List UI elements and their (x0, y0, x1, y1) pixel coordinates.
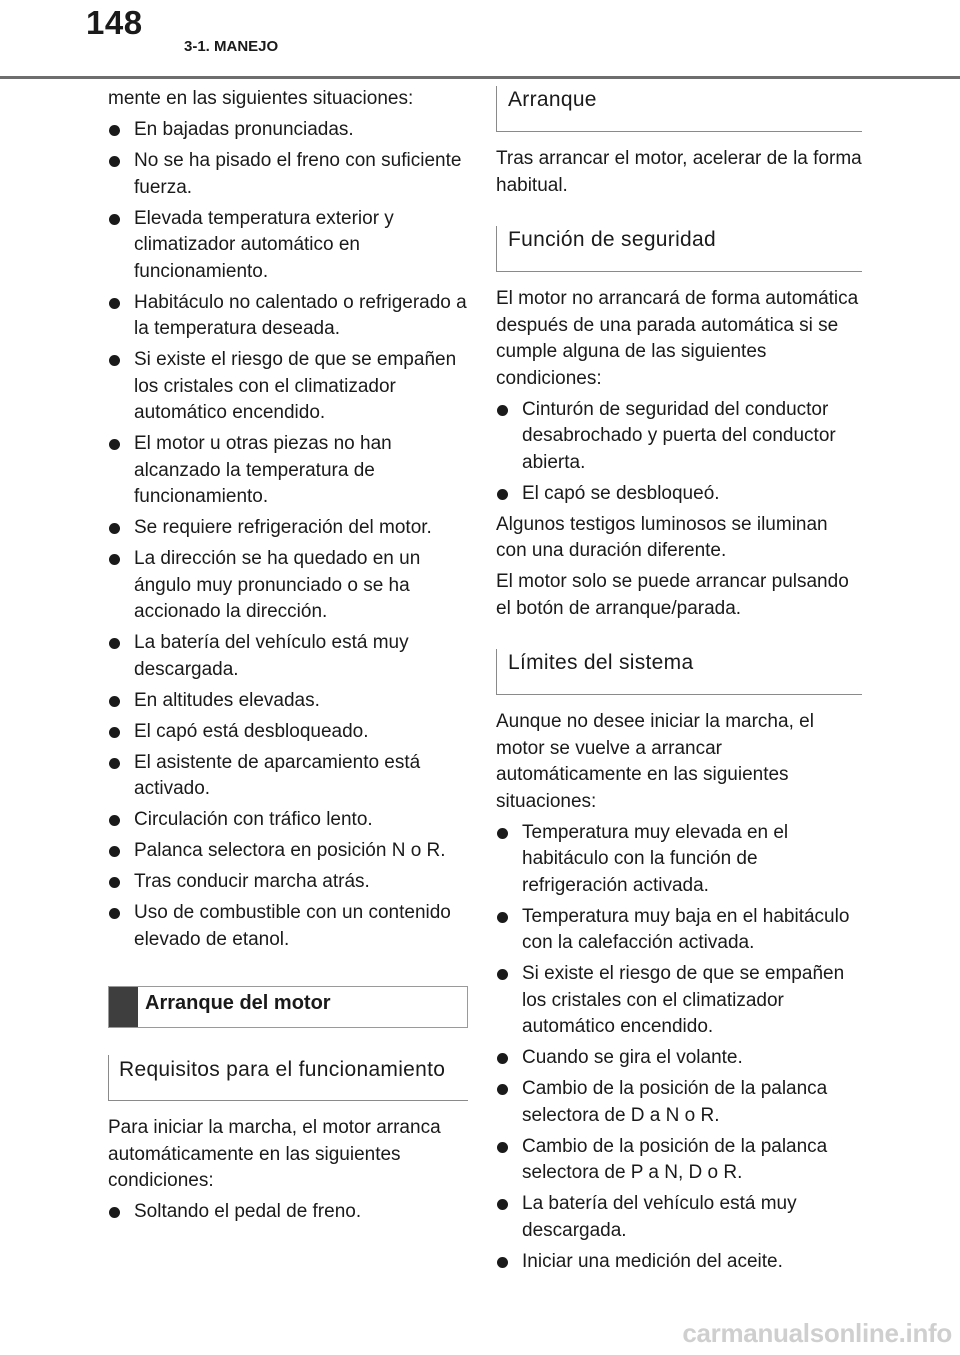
bullet-icon (497, 828, 508, 839)
list-item-text: Temperatura muy elevada en el habitáculo con la función de refrigeración activada. (522, 821, 789, 896)
left-column (108, 86, 468, 1226)
page-number: 148 (86, 4, 143, 41)
sub-heading-text: Arranque (508, 88, 597, 111)
safety-note-1: Algunos testigos luminosos se iluminan con una duración diferente. (496, 513, 828, 561)
bullet-icon (109, 298, 120, 309)
bullet-icon (109, 125, 120, 136)
sub-heading-funcion-de-seguridad (496, 226, 862, 272)
list-item (108, 148, 468, 201)
list-item-text: El motor u otras piezas no han alcanzado la temperatura de funcionamiento. (134, 433, 392, 507)
list-item-text: En altitudes elevadas. (134, 689, 320, 711)
list-item-text: Cuando se gira el volante. (522, 1047, 743, 1068)
list-item (496, 1191, 862, 1244)
bullet-icon (109, 877, 120, 888)
bullet-icon (497, 1084, 508, 1095)
situations-list (108, 117, 468, 953)
bullet-icon (109, 696, 120, 707)
list-item (108, 515, 468, 542)
list-item (108, 117, 468, 144)
heading-bar (109, 987, 138, 1027)
list-item-text: La batería del vehículo está muy descargada. (134, 632, 409, 680)
bullet-icon (109, 908, 120, 919)
sub-heading-text: Función de seguridad (508, 228, 716, 251)
list-item (496, 961, 862, 1041)
bullet-icon (109, 156, 120, 167)
list-item (108, 688, 468, 715)
bullet-icon (109, 846, 120, 857)
list-item (496, 481, 862, 508)
bullet-icon (109, 439, 120, 450)
bullet-icon (497, 1199, 508, 1210)
list-item (108, 630, 468, 683)
bullet-icon (109, 214, 120, 225)
list-item-text: La dirección se ha quedado en un ángulo muy pronunciado o se ha accionado la dirección. (134, 548, 421, 622)
bullet-icon (109, 758, 120, 769)
sub-heading-limites-del-sistema (496, 649, 862, 695)
block-heading-text: Arranque del motor (145, 992, 331, 1014)
bullet-icon (109, 355, 120, 366)
list-item-text: Iniciar una medición del aceite. (522, 1250, 783, 1272)
list-item-text: No se ha pisado el freno con suficiente fuerza. (134, 150, 462, 198)
bullet-icon (497, 489, 508, 500)
list-item-text: El capó está desbloqueado. (134, 720, 369, 742)
list-item-text: Si existe el riesgo de que se empañen los cristales con el climatizador automático encendido. (522, 963, 845, 1037)
watermark-text: carmanualsonline.info (682, 1318, 952, 1348)
bullet-icon (109, 554, 120, 565)
list-item (496, 1134, 862, 1187)
list-item-text: Uso de combustible con un contenido elevado de etanol. (134, 902, 451, 950)
bullet-icon (497, 405, 508, 416)
list-item (108, 206, 468, 286)
list-item (496, 1045, 862, 1072)
bullet-icon (497, 1053, 508, 1064)
bullet-icon (497, 1142, 508, 1153)
list-item-text: Tras conducir marcha atrás. (134, 871, 370, 892)
list-item (108, 290, 468, 343)
list-item (108, 807, 468, 834)
right-column (496, 86, 862, 1275)
bullet-icon (497, 969, 508, 980)
list-item (496, 1249, 862, 1276)
list-item-text: El asistente de aparcamiento está activado. (134, 751, 421, 799)
list-item (108, 750, 468, 803)
list-item-text: Si existe el riesgo de que se empañen los cristales con el climatizador automático encendido. (134, 349, 457, 423)
header-divider (0, 76, 960, 79)
list-item-text: Temperatura muy baja en el habitáculo con la calefacción activada. (522, 905, 850, 953)
sub-heading-arranque (496, 86, 862, 132)
sub-heading-requisitos (108, 1055, 468, 1101)
requirements-list (108, 1199, 468, 1226)
safety-text: El motor no arrancará de forma automática después de una parada automática si se cumple alguna de las siguientes condiciones: (496, 288, 859, 389)
bullet-icon (109, 1207, 120, 1218)
list-item-text: Soltando el pedal de freno. (134, 1201, 362, 1222)
requirements-text: Para iniciar la marcha, el motor arranca automáticamente en las siguientes condiciones: (108, 1117, 441, 1191)
list-item (108, 431, 468, 511)
list-item-text: Habitáculo no calentado o refrigerado a la temperatura deseada. (134, 291, 467, 339)
list-item (496, 820, 862, 900)
list-item-text: En bajadas pronunciadas. (134, 119, 354, 140)
limits-text: Aunque no desee iniciar la marcha, el motor se vuelve a arrancar automáticamente en las siguientes situaciones: (496, 711, 814, 812)
list-item (108, 1199, 468, 1226)
bullet-icon (109, 727, 120, 738)
list-item-text: Cinturón de seguridad del conductor desabrochado y puerta del conductor abierta. (522, 398, 836, 473)
list-item (108, 869, 468, 896)
bullet-icon (109, 815, 120, 826)
section-title: 3-1. MANEJO (184, 38, 279, 55)
list-item (496, 1076, 862, 1129)
list-item-text: Palanca selectora en posición N o R. (134, 840, 446, 861)
intro-text: mente en las siguientes situaciones: (108, 88, 414, 109)
list-item-text: Circulación con tráfico lento. (134, 809, 373, 830)
bullet-icon (497, 1257, 508, 1268)
bullet-icon (109, 638, 120, 649)
sub-heading-text: Límites del sistema (508, 651, 694, 674)
page-header (0, 0, 960, 80)
list-item-text: Cambio de la posición de la palanca selectora de P a N, D o R. (522, 1135, 828, 1183)
safety-list (496, 397, 862, 508)
list-item-text: Elevada temperatura exterior y climatizador automático en funcionamiento. (134, 207, 394, 282)
list-item (496, 904, 862, 957)
list-item (108, 347, 468, 427)
block-heading-arranque-del-motor (108, 986, 468, 1028)
list-item-text: Se requiere refrigeración del motor. (134, 517, 432, 538)
limits-list (496, 820, 862, 1276)
start-text: Tras arrancar el motor, acelerar de la forma habitual. (496, 148, 862, 196)
list-item-text: El capó se desbloqueó. (522, 482, 720, 504)
list-item-text: La batería del vehículo está muy descargada. (522, 1193, 797, 1241)
sub-heading-text: Requisitos para el funcionamiento (119, 1058, 446, 1081)
bullet-icon (109, 523, 120, 534)
list-item (108, 838, 468, 865)
list-item (108, 719, 468, 746)
list-item (108, 900, 468, 953)
list-item (108, 546, 468, 626)
list-item-text: Cambio de la posición de la palanca selectora de D a N o R. (522, 1078, 828, 1126)
list-item (496, 397, 862, 477)
safety-note-2: El motor solo se puede arrancar pulsando el botón de arranque/parada. (496, 571, 849, 619)
bullet-icon (497, 912, 508, 923)
